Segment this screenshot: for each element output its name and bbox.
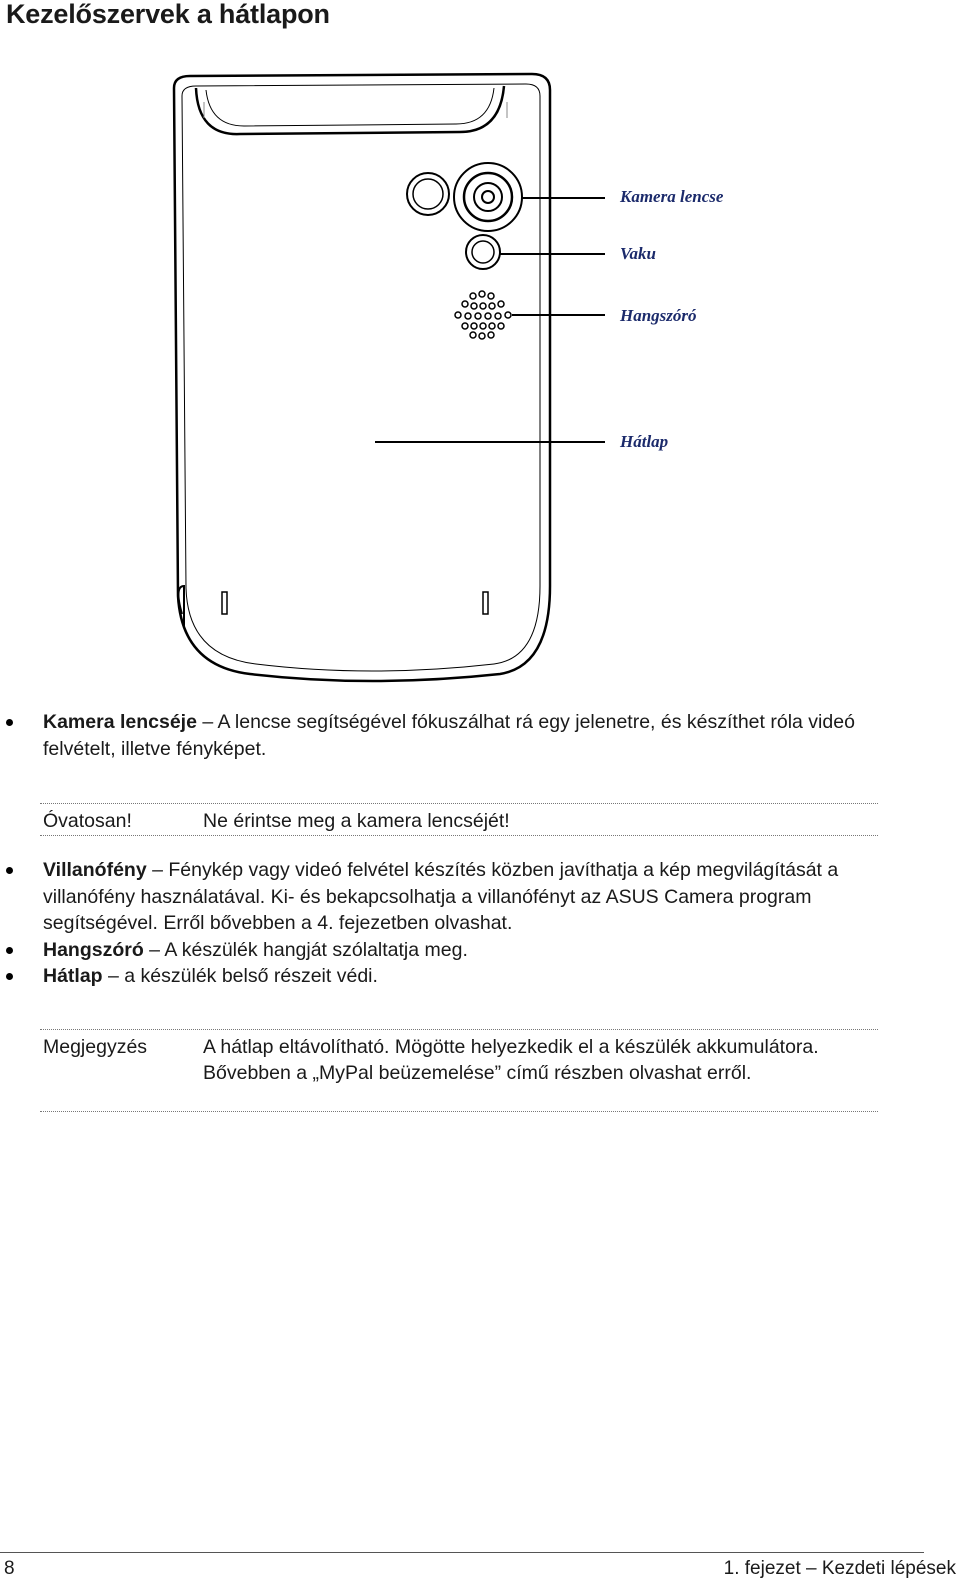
bullet-speaker xyxy=(0,937,913,964)
bullet-text: – a készülék belső részeit védi. xyxy=(102,965,378,987)
caution-box xyxy=(40,803,878,836)
device-drawing xyxy=(160,66,800,696)
bullet-dot xyxy=(6,867,13,874)
chapter-title: 1. fejezet – Kezdeti lépések xyxy=(723,1558,956,1579)
bullet-term: Villanófény xyxy=(43,859,147,881)
bullet-term: Hátlap xyxy=(43,965,103,987)
device-back-illustration xyxy=(160,66,800,696)
note-text: A hátlap eltávolítható. Mögötte helyezkedik el a készülék akkumulátora. Bővebben a „MyPal beüzemelése” című részben olvashat erről. xyxy=(203,1036,819,1084)
device-body-outline xyxy=(174,74,550,681)
bullet-list-bottom xyxy=(0,857,960,990)
footer-rule xyxy=(0,1552,924,1553)
callout-camera-lens: Kamera lencse xyxy=(620,187,724,206)
callout-speaker: Hangszóró xyxy=(620,306,697,325)
bullet-term: Hangszóró xyxy=(43,938,144,961)
bullet-text: – A készülék hangját szólaltatja meg. xyxy=(143,938,468,961)
note-box xyxy=(40,1029,878,1112)
bullet-back-cover xyxy=(0,963,913,990)
bullet-dot xyxy=(6,973,13,980)
bullet-flash xyxy=(0,857,913,937)
bullet-list-top xyxy=(0,709,960,762)
bullet-camera-lens xyxy=(0,709,913,762)
page-title: Kezelőszervek a hátlapon xyxy=(6,0,330,29)
bullet-term: Kamera lencséje xyxy=(43,711,197,733)
camera-lens-center xyxy=(482,191,494,203)
note-label: Megjegyzés xyxy=(43,1036,148,1058)
bullet-text: – A lencse segítségével fókuszálhat rá egy jelenetre, és készíthet róla videó felvételt, illetve fényképet. xyxy=(43,711,855,760)
caution-label: Óvatosan! xyxy=(43,810,132,832)
callout-flash: Vaku xyxy=(620,244,656,263)
bullet-dot xyxy=(6,719,13,726)
bullet-text: – Fénykép vagy videó felvétel készítés közben javíthatja a kép megvilágítását a villanófény használatával. Ki- és bekapcsolhatja a villanófényt az ASUS Camera program segítségével. Erről bővebben a 4. fejezetben olvashat. xyxy=(43,859,839,934)
callout-back-cover: Hátlap xyxy=(620,432,669,451)
caution-text: Ne érintse meg a kamera lencséjét! xyxy=(203,810,510,832)
page-number: 8 xyxy=(4,1558,15,1579)
bullet-dot xyxy=(6,947,13,954)
